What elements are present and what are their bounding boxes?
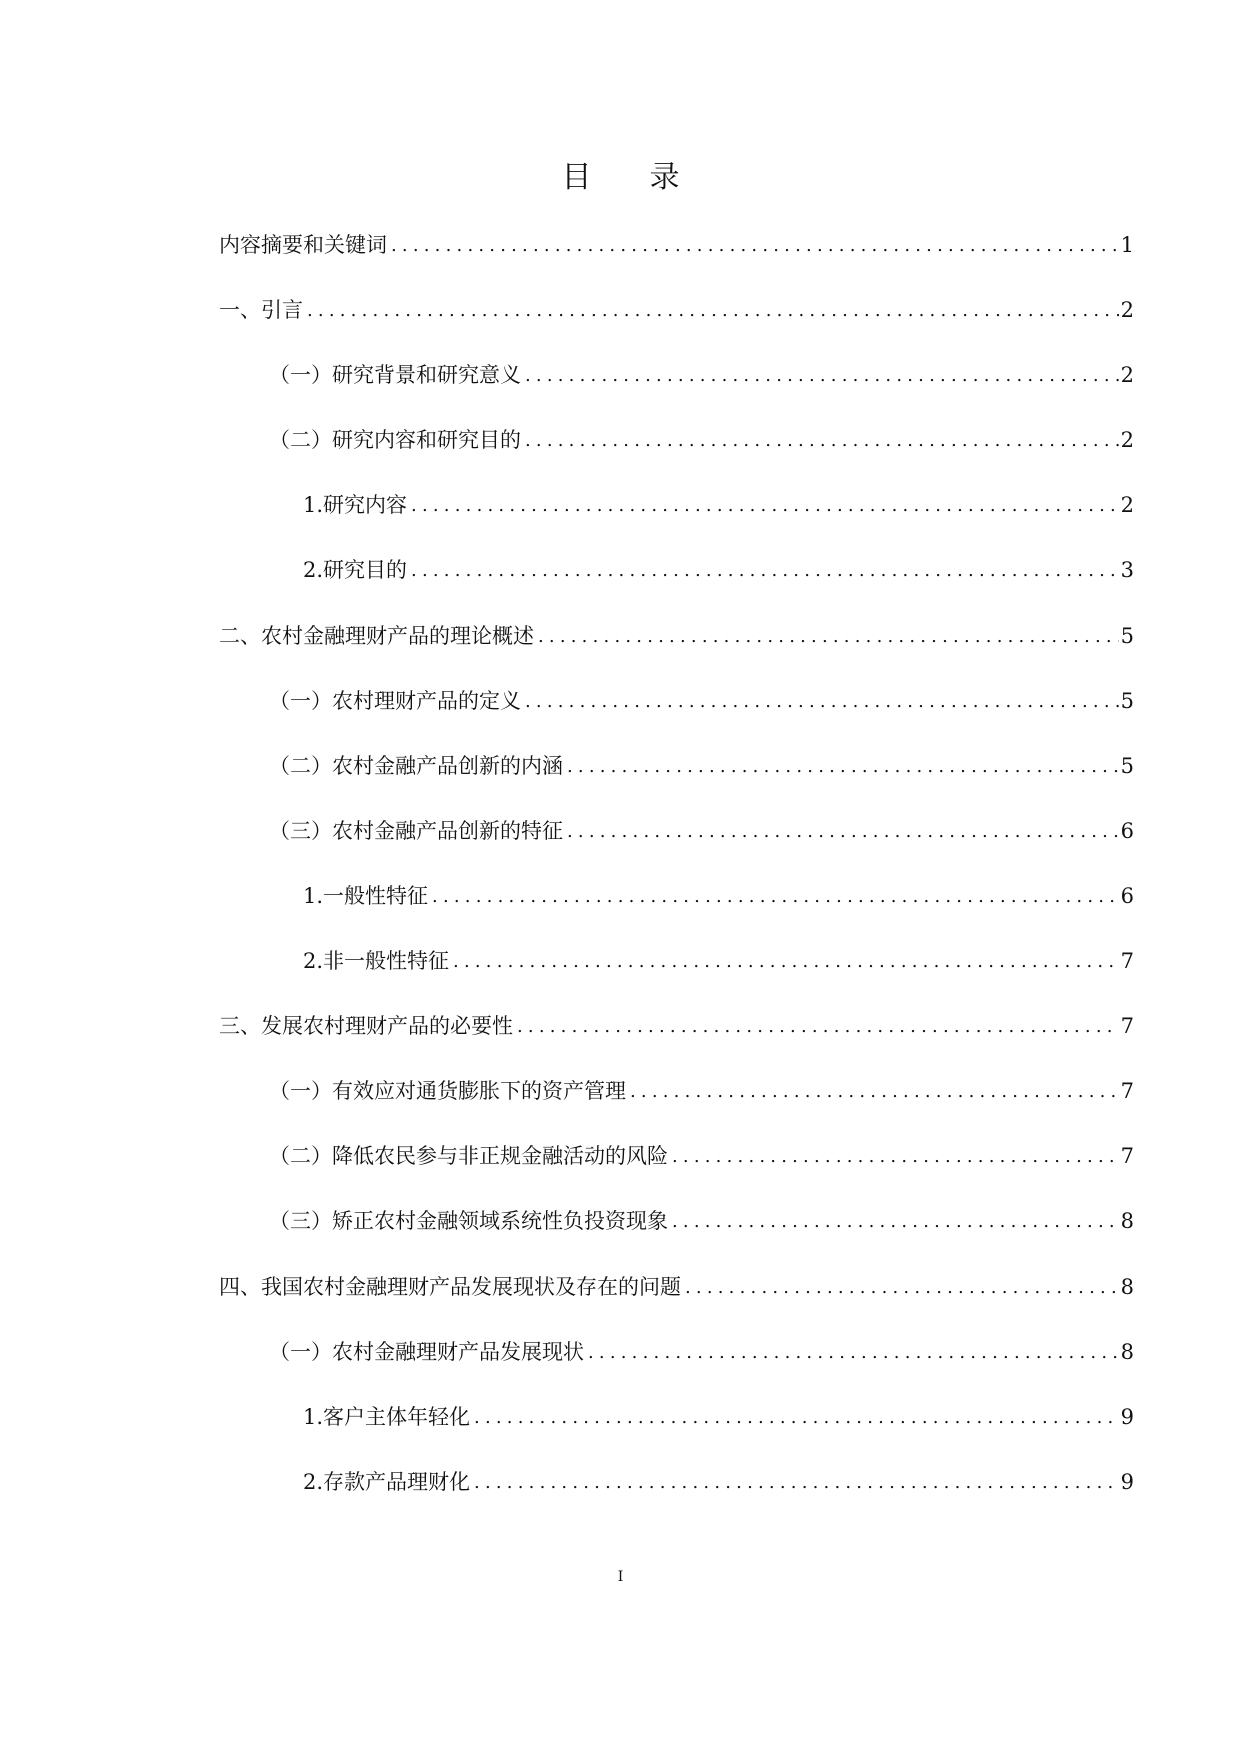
toc-entry[interactable]	[219, 1274, 1134, 1339]
toc-entry[interactable]	[219, 753, 1134, 818]
toc-entry[interactable]	[219, 557, 1134, 622]
dot-leader	[672, 1144, 1119, 1170]
toc-entry-text: （一）农村金融理财产品发展现状	[269, 1339, 584, 1364]
toc-entry[interactable]	[219, 1078, 1134, 1143]
dot-leader	[685, 1275, 1119, 1301]
dot-leader	[525, 689, 1119, 715]
toc-title-char: 目	[561, 160, 592, 195]
dot-leader	[453, 949, 1119, 975]
toc-entry-page: 1	[1120, 233, 1134, 257]
toc-entry[interactable]	[219, 883, 1134, 948]
toc-entry[interactable]	[219, 1143, 1134, 1208]
toc-entry-page: 6	[1120, 883, 1134, 908]
toc-entry[interactable]	[219, 297, 1134, 362]
toc-entry-page: 7	[1120, 1079, 1134, 1104]
toc-title	[0, 158, 1241, 198]
toc-entry-page: 9	[1120, 1469, 1134, 1494]
toc-entry-text: 二、农村金融理财产品的理论概述	[219, 623, 534, 648]
dot-leader	[432, 884, 1119, 910]
dot-leader	[517, 1014, 1119, 1040]
toc-entry[interactable]	[219, 948, 1134, 1013]
toc-entry-page: 3	[1120, 558, 1134, 583]
page-number: I	[617, 1569, 624, 1585]
toc-entry-page: 8	[1120, 1274, 1134, 1299]
toc-entry-page: 6	[1120, 818, 1134, 843]
toc-entry-text: 1.研究内容	[303, 493, 408, 518]
toc-entry-page: 8	[1120, 1209, 1134, 1234]
toc-entry-text: 1.一般性特征	[303, 883, 429, 908]
toc-entry[interactable]	[219, 427, 1134, 492]
toc-entry[interactable]	[219, 818, 1134, 883]
toc-entry-page: 7	[1120, 1014, 1134, 1039]
toc-list	[219, 232, 1134, 1534]
toc-entry-text: （二）农村金融产品创新的内涵	[269, 753, 563, 778]
dot-leader	[307, 298, 1119, 324]
dot-leader	[411, 558, 1119, 584]
toc-entry[interactable]	[219, 1013, 1134, 1078]
toc-entry[interactable]	[219, 492, 1134, 557]
toc-entry-text: （二）降低农民参与非正规金融活动的风险	[269, 1144, 668, 1169]
toc-entry[interactable]	[219, 1208, 1134, 1273]
toc-entry-page: 2	[1120, 428, 1134, 453]
toc-entry-text: （一）农村理财产品的定义	[269, 688, 521, 713]
dot-leader	[474, 1405, 1119, 1431]
toc-entry-page: 8	[1120, 1339, 1134, 1364]
toc-entry-page: 5	[1120, 688, 1134, 713]
dot-leader	[525, 363, 1119, 389]
toc-entry[interactable]	[219, 1404, 1134, 1469]
toc-entry-text: 2.研究目的	[303, 558, 408, 583]
toc-entry-text: 内容摘要和关键词	[219, 233, 387, 257]
toc-entry-page: 5	[1120, 753, 1134, 778]
toc-entry-text: （三）农村金融产品创新的特征	[269, 818, 563, 843]
dot-leader	[630, 1079, 1119, 1105]
dot-leader	[567, 819, 1119, 845]
toc-entry[interactable]	[219, 688, 1134, 753]
toc-entry[interactable]	[219, 623, 1134, 688]
dot-leader	[538, 624, 1119, 650]
toc-entry-page: 5	[1120, 623, 1134, 648]
toc-entry[interactable]	[219, 232, 1134, 297]
dot-leader	[588, 1340, 1119, 1366]
toc-entry[interactable]	[219, 362, 1134, 427]
toc-entry-text: 四、我国农村金融理财产品发展现状及存在的问题	[219, 1274, 681, 1299]
toc-entry-page: 7	[1120, 1144, 1134, 1169]
dot-leader	[391, 233, 1119, 259]
toc-entry-page: 9	[1120, 1404, 1134, 1429]
toc-entry-text: （三）矫正农村金融领域系统性负投资现象	[269, 1209, 668, 1234]
toc-entry[interactable]	[219, 1339, 1134, 1404]
toc-title-char: 录	[649, 160, 680, 195]
dot-leader	[567, 754, 1119, 780]
toc-entry-text: （二）研究内容和研究目的	[269, 428, 521, 453]
toc-entry-text: 1.客户主体年轻化	[303, 1404, 471, 1429]
toc-entry-text: （一）研究背景和研究意义	[269, 363, 521, 388]
dot-leader	[525, 428, 1119, 454]
toc-entry-page: 2	[1120, 363, 1134, 388]
dot-leader	[672, 1209, 1119, 1235]
toc-entry-page: 2	[1120, 493, 1134, 518]
toc-entry-text: 2.非一般性特征	[303, 949, 450, 974]
toc-entry-text: 一、引言	[219, 298, 303, 323]
toc-entry[interactable]	[219, 1469, 1134, 1534]
toc-entry-text: （一）有效应对通货膨胀下的资产管理	[269, 1079, 626, 1104]
toc-entry-page: 7	[1120, 949, 1134, 974]
toc-entry-text: 2.存款产品理财化	[303, 1469, 471, 1494]
toc-entry-page: 2	[1120, 298, 1134, 323]
toc-entry-text: 三、发展农村理财产品的必要性	[219, 1014, 513, 1039]
dot-leader	[411, 493, 1119, 519]
dot-leader	[474, 1470, 1119, 1496]
